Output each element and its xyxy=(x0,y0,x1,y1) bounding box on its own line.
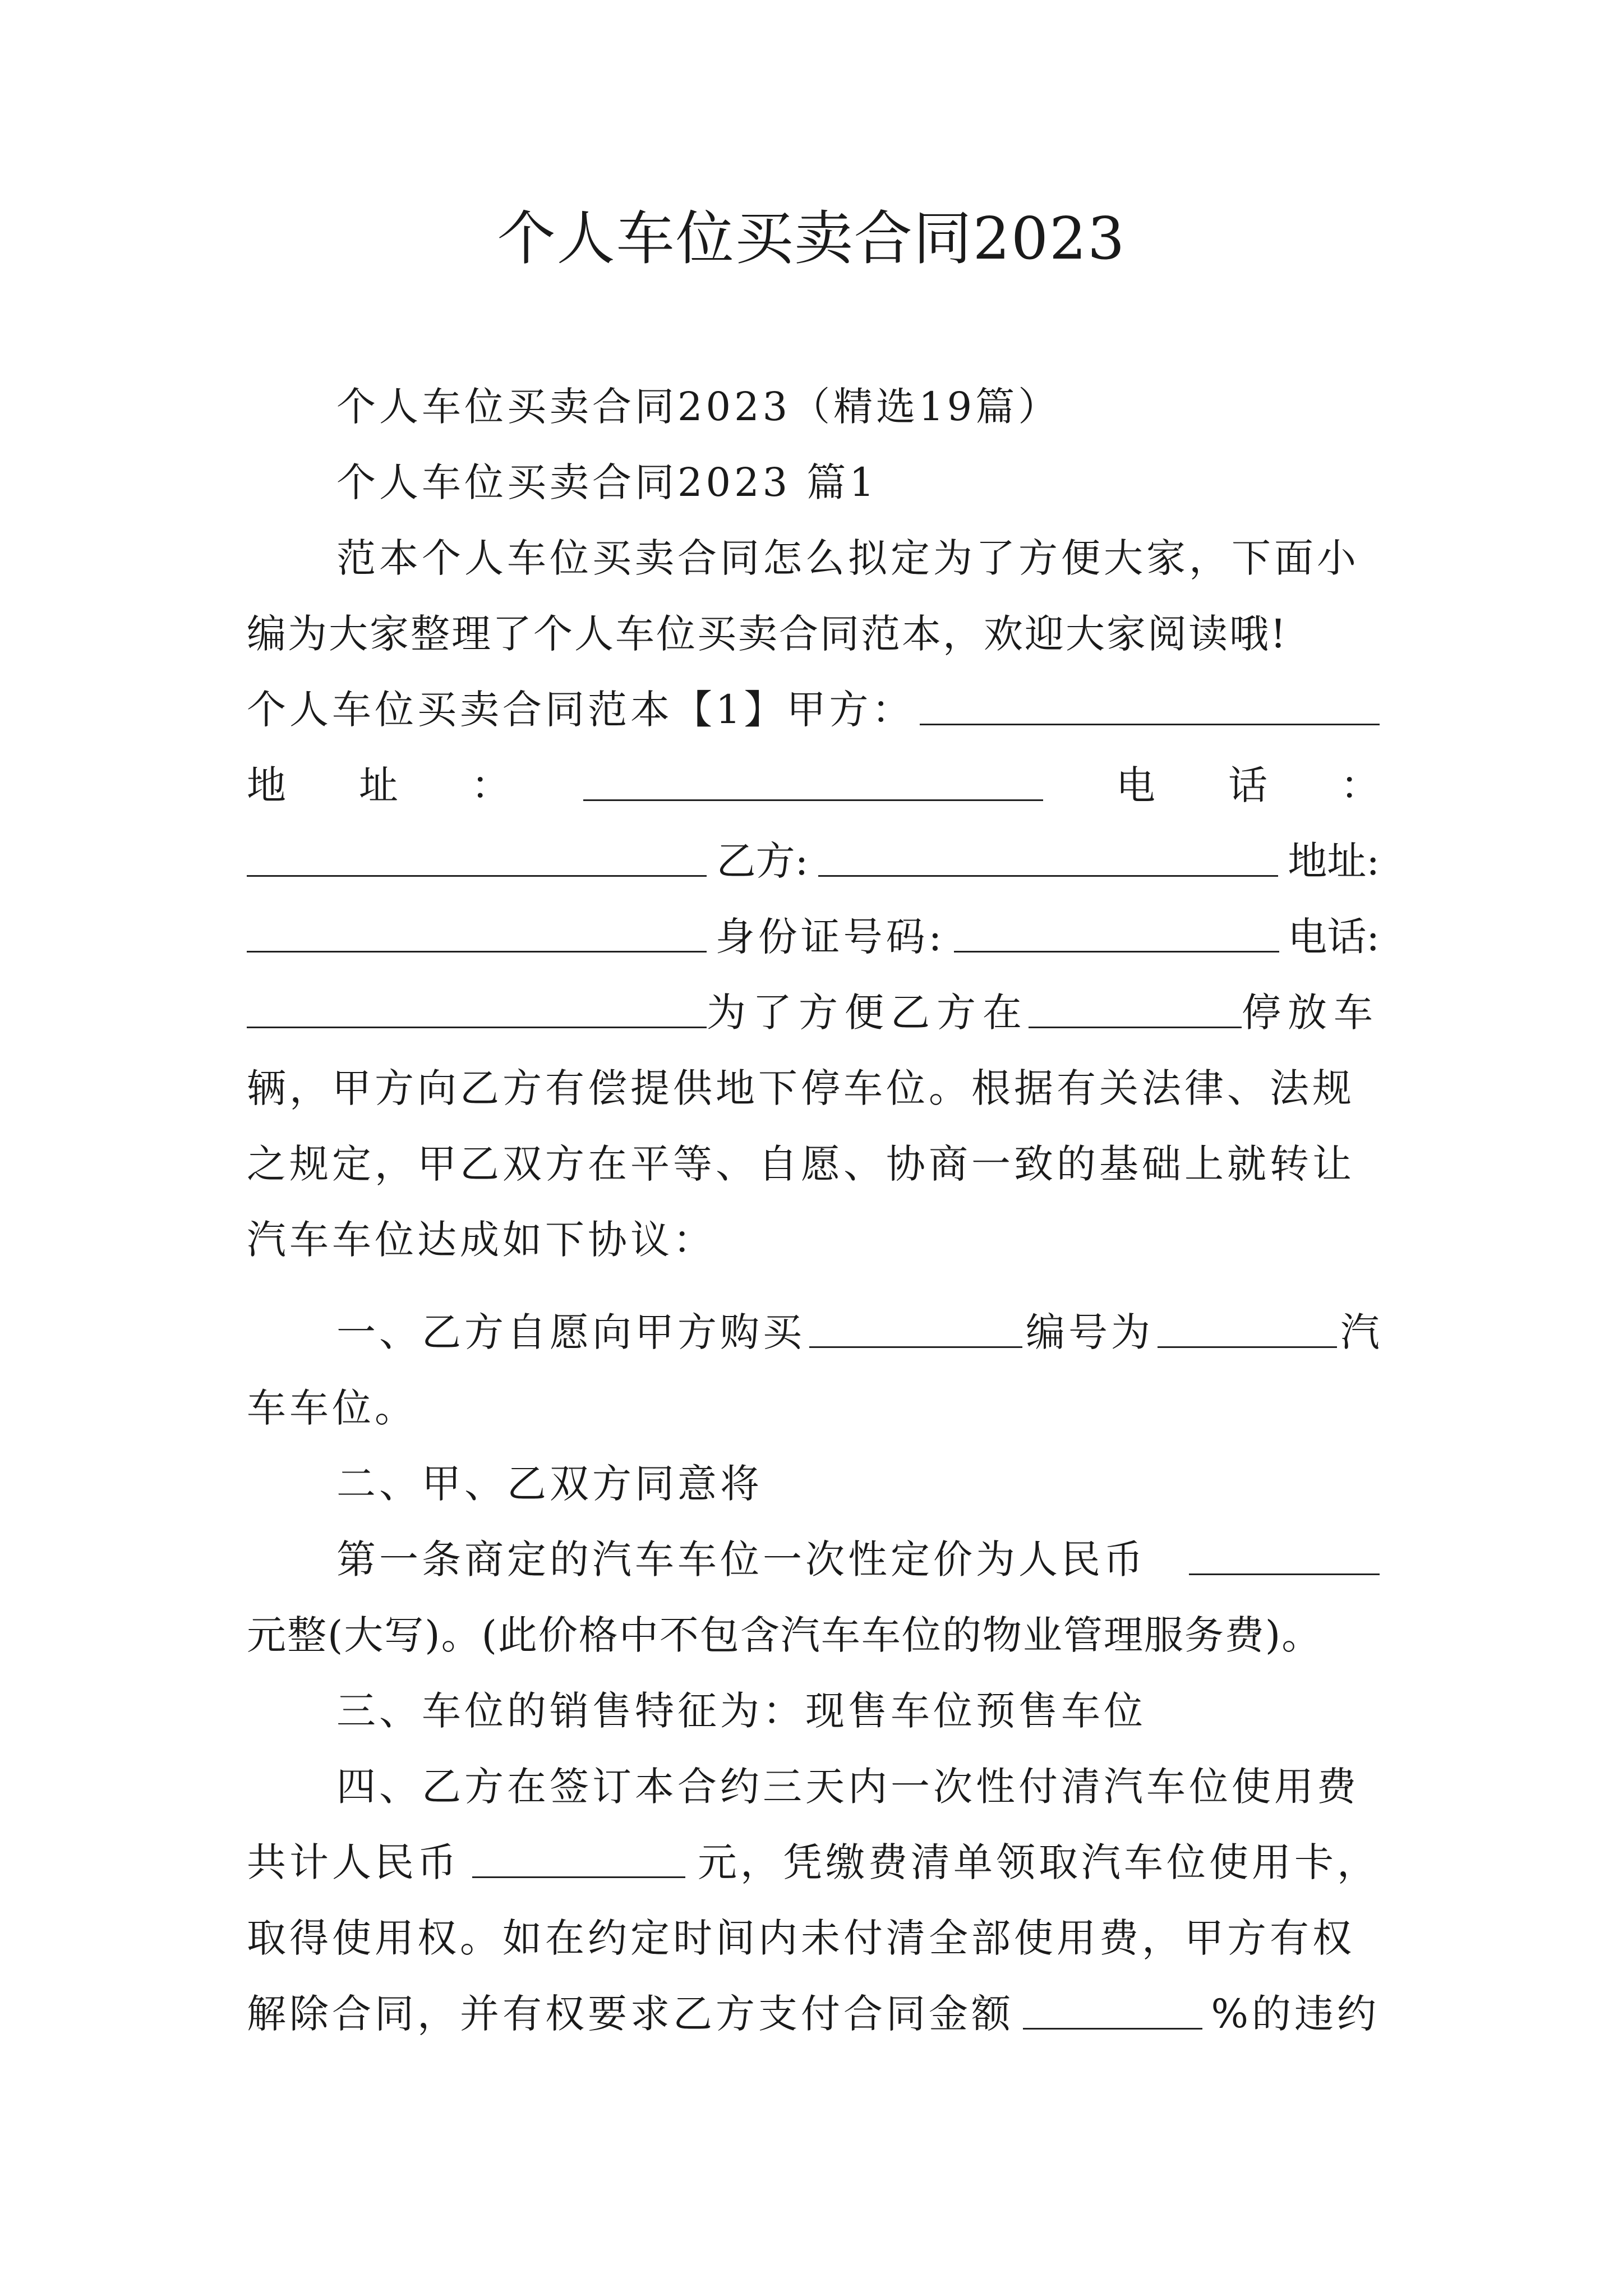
document-title: 个人车位买卖合同2023 xyxy=(497,204,1126,273)
text: 地 xyxy=(247,762,286,808)
text: 第一条商定的汽车车位一次性定价为人民币 xyxy=(336,1536,1146,1582)
id-number-blank xyxy=(954,912,1279,953)
text: 辆，甲方向乙方有偿提供地下停车位。根据有关法律、法规 xyxy=(247,1065,1355,1111)
clause-4-line xyxy=(336,1761,1380,1812)
section-heading xyxy=(336,457,1380,508)
text: 元，凭缴费清单领取汽车位使用卡， xyxy=(698,1839,1380,1885)
paragraph-line xyxy=(247,1610,1380,1660)
text: 一、乙方自愿向甲方购买 xyxy=(336,1309,805,1355)
text: 电话: xyxy=(1288,914,1380,960)
text: 车车位。 xyxy=(247,1385,417,1431)
penalty-line xyxy=(247,1989,1380,2039)
text: 共计人民币 xyxy=(247,1839,460,1885)
text: 身份证号码: xyxy=(715,914,946,960)
text: 乙方: xyxy=(716,838,809,884)
paragraph-line xyxy=(247,1063,1380,1114)
payment-amount-blank xyxy=(472,1837,685,1878)
party-b-phone-blank xyxy=(247,987,707,1028)
text: 地址: xyxy=(1288,838,1380,884)
text: 解除合同，并有权要求乙方支付合同金额 xyxy=(247,1991,1014,2037)
party-b-line xyxy=(247,836,1380,886)
location-blank xyxy=(1029,987,1242,1028)
party-a-address-line xyxy=(247,760,1380,811)
text: ： xyxy=(471,762,510,808)
text: 为了方便乙方在 xyxy=(707,990,1029,1036)
clause-3-line xyxy=(336,1686,1380,1736)
paragraph-line xyxy=(247,609,1380,659)
address-blank xyxy=(583,760,1043,801)
text: 编号为 xyxy=(1026,1309,1154,1355)
party-a-line xyxy=(247,684,1380,735)
text: 个人车位买卖合同2023 篇1 xyxy=(336,459,878,505)
text: %的违约 xyxy=(1211,1991,1380,2037)
text: 汽 xyxy=(1340,1309,1380,1355)
paragraph-line xyxy=(247,1139,1380,1189)
text: 编为大家整理了个人车位买卖合同范本，欢迎大家阅读哦! xyxy=(247,611,1288,657)
clause-1-line xyxy=(336,1307,1380,1358)
parking-purpose-line xyxy=(247,987,1380,1038)
number-blank xyxy=(1158,1307,1337,1348)
purchase-blank xyxy=(809,1307,1022,1348)
penalty-percent-blank xyxy=(1023,1989,1202,2030)
text: 范本个人车位买卖合同怎么拟定为了方便大家，下面小 xyxy=(336,535,1359,581)
paragraph-line xyxy=(336,533,1380,583)
text: 电 xyxy=(1116,762,1155,808)
party-b-address-blank xyxy=(247,912,707,953)
party-a-name-blank xyxy=(920,684,1380,725)
text: 汽车车位达成如下协议： xyxy=(247,1217,716,1263)
subtitle-line xyxy=(336,381,1380,432)
paragraph-line xyxy=(247,1913,1380,1963)
price-blank xyxy=(1189,1534,1380,1575)
text: 之规定，甲乙双方在平等、自愿、协商一致的基础上就转让 xyxy=(247,1141,1355,1187)
party-b-name-blank xyxy=(818,836,1278,877)
text: 址 xyxy=(359,762,398,808)
text: 取得使用权。如在约定时间内未付清全部使用费，甲方有权 xyxy=(247,1915,1355,1961)
clause-2-line xyxy=(336,1458,1380,1509)
text: ： xyxy=(1340,762,1380,808)
text: 停放车 xyxy=(1242,990,1380,1036)
price-line xyxy=(336,1534,1380,1585)
text: 三、车位的销售特征为：现售车位预售车位 xyxy=(336,1688,1146,1734)
text: 个人车位买卖合同2023（精选19篇） xyxy=(336,384,1061,430)
phone-blank xyxy=(247,836,707,877)
text: 元整(大写)。(此价格中不包含汽车车位的物业管理服务费)。 xyxy=(247,1612,1322,1658)
text: 个人车位买卖合同范本【1】甲方： xyxy=(247,687,915,733)
text: 话 xyxy=(1228,762,1267,808)
text: 四、乙方在签订本合约三天内一次性付清汽车位使用费 xyxy=(336,1764,1359,1810)
id-line xyxy=(247,912,1380,962)
payment-line xyxy=(247,1837,1380,1888)
text: 二、甲、乙双方同意将 xyxy=(336,1461,763,1507)
paragraph-line xyxy=(247,1383,1380,1433)
paragraph-line xyxy=(247,1214,1380,1265)
